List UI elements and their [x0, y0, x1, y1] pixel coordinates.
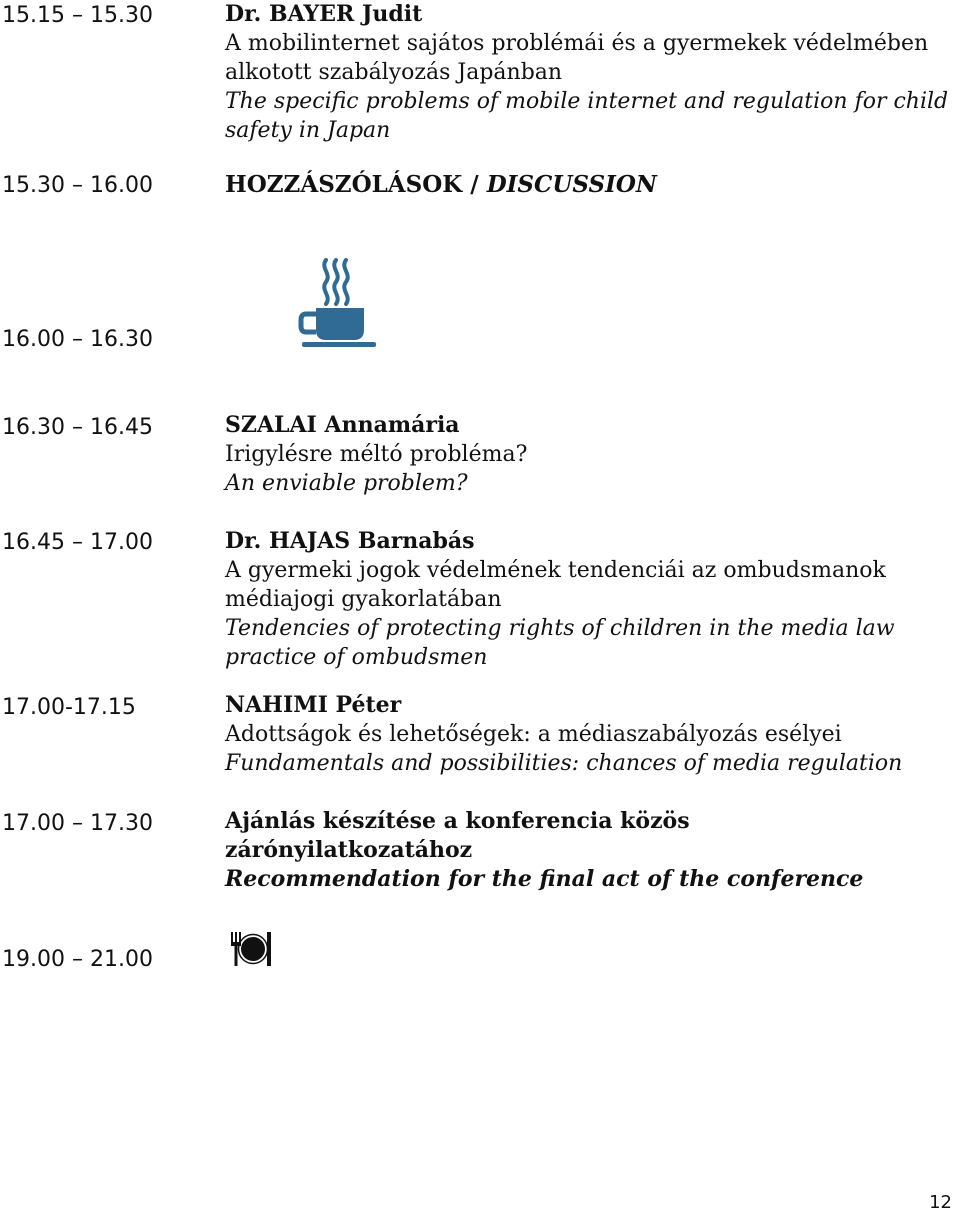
speaker-name: NAHIMI Péter	[225, 692, 402, 718]
talk-title-hu: A mobilinternet sajátos problémái és a gyermekek védelmében	[225, 31, 929, 56]
session-discussion	[225, 170, 957, 199]
session-time: 15.30 – 16.00	[2, 173, 153, 198]
session-time: 19.00 – 21.00	[2, 947, 153, 972]
session-bayer	[225, 0, 957, 145]
talk-title-hu: alkotott szabályozás Japánban	[225, 60, 563, 85]
session-hajas	[225, 527, 957, 672]
session-time: 16.45 – 17.00	[2, 530, 153, 555]
speaker-name: SZALAI Annamária	[225, 412, 460, 438]
talk-title-hu: médiajogi gyakorlatában	[225, 587, 502, 612]
talk-title-en: The specific problems of mobile internet and regulation for child	[225, 89, 949, 114]
session-time: 17.00-17.15	[2, 695, 136, 720]
talk-title-en: Recommendation for the final act of the conference	[225, 866, 864, 892]
talk-title-hu: Adottságok és lehetőségek: a médiaszabályozás esélyei	[225, 722, 842, 747]
page-number: 12	[929, 1192, 952, 1213]
session-time: 16.00 – 16.30	[2, 327, 153, 352]
session-szalai	[225, 411, 957, 498]
talk-title-en: Tendencies of protecting rights of children in the media law	[225, 616, 895, 641]
talk-title-hu: zárónyilatkozatához	[225, 837, 473, 863]
speaker-name: Dr. HAJAS Barnabás	[225, 528, 475, 554]
session-time: 15.15 – 15.30	[2, 3, 153, 28]
talk-title-hu: A gyermeki jogok védelmének tendenciái az ombudsmanok	[225, 558, 886, 583]
talk-title-en: practice of ombudsmen	[225, 645, 488, 670]
talk-title-en: safety in Japan	[225, 118, 391, 143]
coffee-cup-icon	[298, 256, 380, 350]
talk-title-en: Fundamentals and possibilities: chances of media regulation	[225, 751, 903, 776]
talk-title-hu: Irigylésre méltó probléma?	[225, 442, 528, 467]
speaker-name: Dr. BAYER Judit	[225, 1, 423, 27]
session-nahimi	[225, 691, 957, 778]
talk-title-en: An enviable problem?	[225, 471, 468, 496]
talk-title-hu: Ajánlás készítése a konferencia közös	[225, 808, 690, 834]
session-time: 17.00 – 17.30	[2, 811, 153, 836]
dinner-plate-icon	[228, 930, 276, 968]
session-recommendation	[225, 807, 957, 894]
discussion-label: HOZZÁSZÓLÁSOK / DISCUSSION	[225, 171, 657, 198]
session-time: 16.30 – 16.45	[2, 415, 153, 440]
